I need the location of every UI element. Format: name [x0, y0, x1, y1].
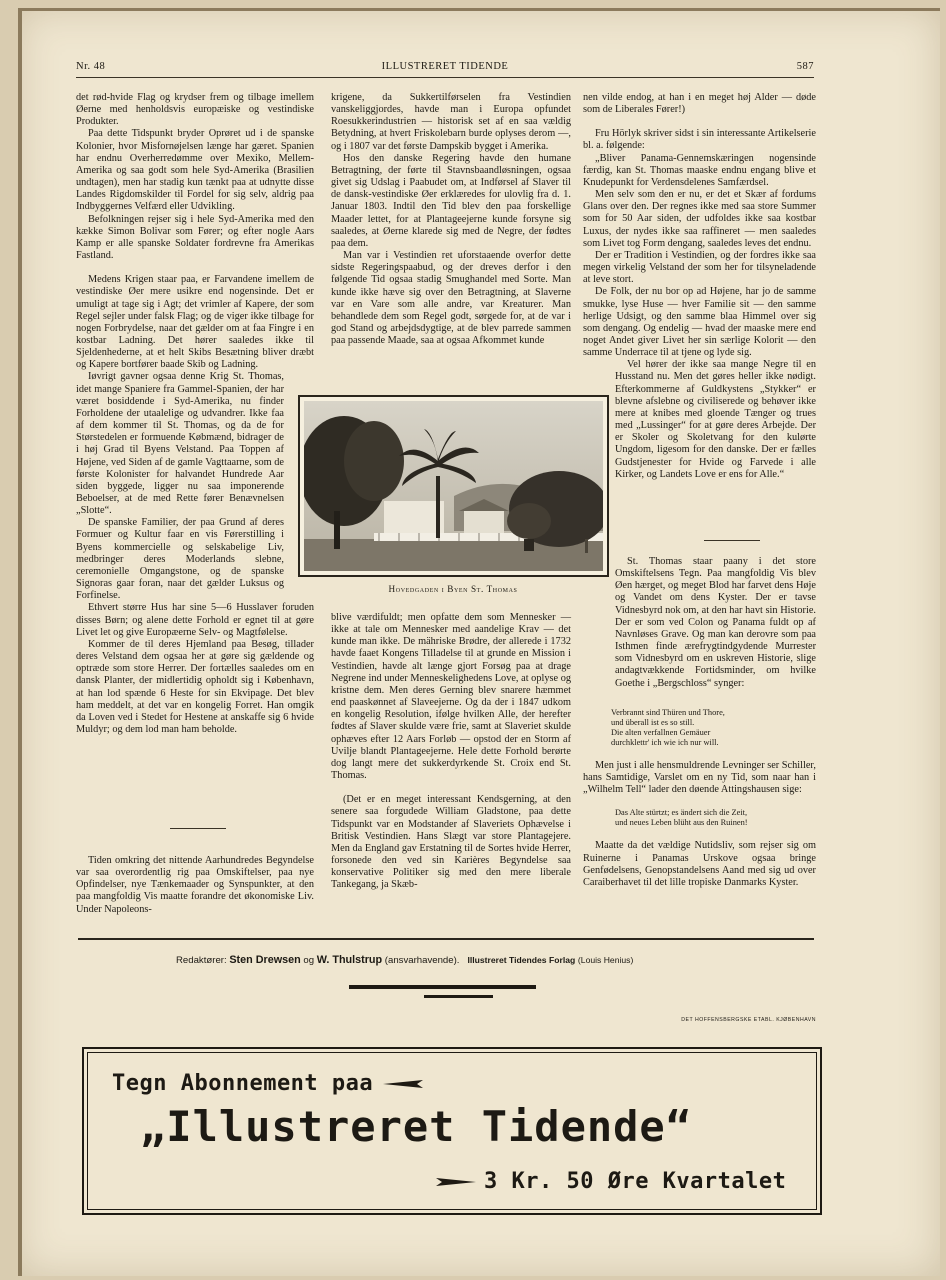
- editor-note: (ansvarhavende).: [384, 955, 460, 966]
- conjunction: og: [303, 955, 315, 966]
- editor-name: W. Thulstrup: [316, 954, 383, 966]
- paragraph: Men just i alle hensmuldrende Levninger ser Schiller, hans Samtidige, Varslet om en ny Tid, som naar han i „Wilhelm Tell“ lader den døende Attingshausen sige:: [583, 760, 816, 796]
- subscription-advert: [82, 1047, 822, 1215]
- section-divider: [704, 540, 760, 541]
- quote-line: durchklettr' ich wie ich nur will.: [611, 738, 719, 747]
- paragraph: Paa dette Tidspunkt bryder Oprøret ud i de spanske Kolonier, hvor Misfornøjelsen længe har gæret. Spanien har endnu Overherredømme over Mexiko, Mellem-Amerika og saa godt som hele Syd-Amerika (Brasilien undtagen), men har stadig kun tænkt paa at udnytte disse Landes Rigdomskilder til Fordel for sig selv, aldrig paa Indbyggernes Velfærd eller Udvikling.: [76, 128, 314, 213]
- paragraph: St. Thomas staar paany i det store Omskiftelsens Tegn. Paa mangfoldig Vis blev Øen hærget, og meget Blod har farvet dens Høje og Vandet om dens Kyster. Der er tavse Vidnesbyrd nok om, at den har havt sin Historie. Der er som ved Colon og Panama fuldt op af Navnløses Grave. Og man kan derovre som paa Isthmen finde ærefrygtindgydende Murrester som Vidnesbyrd om en uskreven Historie, slige andagtvækkende Fortidsminder, om hvilke Goethe i „Bergschloss“ synger:: [615, 556, 816, 689]
- paragraph: Tiden omkring det nittende Aarhundredes Begyndelse var saa overordentlig rig paa Omskiftelser, paa nye Opfindelser, nye Tænkemaader og Synspunkter, at den paa mangfoldig Vis maatte forandre det økonomiske Liv. Under Napoleons-: [76, 855, 314, 915]
- paragraph: „Bliver Panama-Gennemskæringen nogensinde færdig, kan St. Thomas maaske endnu engang blive et Knudepunkt for Verdensdelenes Samfærdsel.: [583, 152, 816, 188]
- publication-title: ILLUSTRERET TIDENDE: [381, 61, 509, 72]
- advert-text: Tegn Abonnement paa: [112, 1071, 374, 1096]
- paragraph: Men selv som den er nu, er det et Skær af fordums Glans over den. Der regnes ikke med saa store Summer som for 50 Aar siden, der udfoldes ikke saa kostbar Luxus, der nydes ikke saa raffineret — men saaledes som Livet tog Form dengang, saaledes leves det endnu.: [583, 189, 816, 249]
- publisher: Illustreret Tidendes Forlag: [467, 955, 576, 965]
- header-rule: [76, 77, 814, 78]
- quote-line: Die alten verfallnen Gemäuer: [611, 728, 711, 737]
- paragraph: Ethvert større Hus har sine 5—6 Husslaver foruden disses Børn; og alene dette Forhold er egnet til at gøre Livet let og give Europæerne Selv- og Magtfølelse.: [76, 602, 314, 638]
- paragraph: Vel hører der ikke saa mange Negre til en Husstand nu. Men det gøres heller ikke nødigt. Efterkommerne af Guldkystens „Stykker“ er blevne afslebne og civiliserede og behøver ikke mere at knibes med gloende Tænger og trues med „Lussinger“ for at gøre deres Arbejde. Der er Skoler og Skoletvang for den kulørte Ungdom, ligesom for den danske. Der er fælles Gudstjenester for Hvide og Farvede i alle Kirker, og Landets Love er ens for Alle.“: [615, 359, 816, 480]
- column-1: [76, 92, 314, 736]
- advert-line-3: [434, 1169, 786, 1194]
- ornamental-rule-short: [424, 995, 493, 998]
- column-3: [583, 92, 816, 481]
- paragraph: Medens Krigen staar paa, er Farvandene imellem de vestindiske Øer mere usikre end nogensinde. Det er umuligt at tage sig i Agt; det vrimler af Kapere, der som Regel sejler under falsk Flag; og de viger ikke tilbage for nogen Forbrydelse, naar det gælder om at faa Fingre i en kostbar Ladning. Det hører saaledes ikke til Sjeldenhederne, at et helt Skibs Besætning bliver dræbt og Kapere bortfører baade Skib og Ladning.: [76, 274, 314, 371]
- paragraph: det rød-hvide Flag og krydser frem og tilbage imellem Øerne med henholdsvis europæiske og vestindiske Produkter.: [76, 92, 314, 128]
- issue-number: Nr. 48: [76, 61, 106, 72]
- photo-caption: Hovedgaden i Byen St. Thomas: [388, 584, 518, 594]
- running-head: [76, 61, 814, 77]
- paragraph: Maatte da det vældige Nutidsliv, som rejser sig om Ruinerne i Panamas Urskove ogsaa bringe Genfødelsens, Genopstandelsens Aand med sig ud over Caraiberhavet til det lille tropiske Danmarks Kyster.: [583, 840, 816, 888]
- paragraph: De Folk, der nu bor op ad Højene, har jo de samme smukke, lyse Huse — hver Familie sit — den samme herlige Udsigt, og den samme blaa Himmel over sig som dengang. Og endelig — hvad der maaske mere end noget Andet giver Livet her sin særlige Kolorit — den samme Underrace til at tjene og lyde sig.: [583, 286, 816, 359]
- column-1-continued: [76, 855, 314, 916]
- paragraph: Der er Tradition i Vestindien, og der fordres ikke saa megen virkelig Velstand der som her for tilsyneladende at leve stort.: [583, 249, 816, 286]
- column-2: [331, 92, 571, 347]
- paragraph: (Det er en meget interessant Kendsgerning, at den senere saa forgudede William Gladstone, paa dette Tidspunkt var en Modstander af Slaveriets Ophævelse i Britisk Vestindien. Hans Slægt var store Plantagejere. Men da England gav Erstatning til de Sortes hvide Herrer, forsonede den ved sin Karières Begyndelse saa konservative Politiker sig med den mere liberale Tankegang, ja Skæb-: [331, 794, 571, 891]
- column-3-quotes: [583, 708, 816, 889]
- paragraph: nen vilde endog, at han i en meget høj Alder — døde som de Liberales Fører!): [583, 92, 816, 116]
- paragraph: Man var i Vestindien ret uforstaaende overfor dette sidste Regeringspaabud, og der dreves derfor i den følgende Tid ogsaa stadig Smughandel med Sorte. Man kunde ikke hæve sig over den Betragtning, at Slaverne var en Vare som alle andre, var Kreaturer. Man behandlede dem som Regel godt, sørgede for, at de var i god Stand og arbejdsdygtige, at de blev parrede sammen paa passende Maade, saa at ogsaa Afkommet kunde: [331, 250, 571, 347]
- arrow-right-icon: [383, 1079, 423, 1089]
- paragraph: Kommer de til deres Hjemland paa Besøg, tillader deres Velstand dem ogsaa her at gøre sig gældende og optræde som store Herrer. Der fortælles saaledes om en dansk Planter, der midlertidig opholdt sig i København, at han lod spænde 6 Heste for sin Ekvipage. Det blev ham meddelt, at det var en kongelig Forret. Han omgik da Loven ved i Stedet for Hestene at anskaffe sig 6 hvide Muldyr; og dem lod man ham beholde.: [76, 638, 314, 735]
- arrow-left-icon: [434, 1177, 476, 1187]
- advert-line-1: [112, 1071, 423, 1096]
- editors-label: Redaktører:: [176, 955, 227, 966]
- editors-line: [176, 954, 816, 966]
- photo-illustration: [304, 401, 603, 571]
- quote-line: Verbrannt sind Thüren und Thore,: [611, 708, 725, 717]
- street-photo: [298, 395, 609, 577]
- paragraph: Befolkningen rejser sig i hele Syd-Amerika med den kække Simon Bolivar som Fører; og efter nogle Aars Kamp er alle spanske Soldater fordrevne fra Amerikas Fastland.: [76, 213, 314, 262]
- column-2-continued: [331, 612, 571, 891]
- paragraph: blive værdifuldt; men opfatte dem som Mennesker — ikke at tale om Mennesker med aandelige Krav — det kunde man ikke. De mähriske Brødre, der allerede i 1732 havde faaet Kongens Tilladelse til at grunde en Mission i Vestindien, havde alt længe gjort Forsøg paa at drage Negrene ind under Menneskelighedens Love, at oplyse og kristne dem. Men deres Gerning blev snarere hæmmet end paaskønnet af Slaveejerne. Og da der i 1847 udkom en kongelig Resolution, ifølge hvilken Alle, der herefter fødtes af Slaver skulde være frie, samt at Slaveriet skulde ophæves efter 12 Aars Forløb — opstod der en Storm af Uvilje blandt Plantageejerne. Hele dette Forhold berørte dog langt mere det sukkerdyrkende St. Croix end St. Thomas.: [331, 612, 571, 782]
- page-edge: [18, 8, 22, 1276]
- publisher-note: (Louis Henius): [577, 955, 634, 965]
- column-3-continued: [615, 556, 816, 690]
- advert-line-2: „Illustreret Tidende“: [140, 1102, 693, 1151]
- paragraph: Hos den danske Regering havde den humane Betragtning, der førte til Stavnsbaandløsningen, ogsaa givet sig Udslag i Paabudet om, at Indførsel af Slaver til de dansk-vestindiske Øer erklæredes for ulovlig fra d. 1. Januar 1803. Indtil den Tid blev den paa forskellige Maader lettet, for at Plantageejerne kunde forsyne sig saaledes, at Øerne klarede sig med de Negre, der fødtes paa dem.: [331, 152, 571, 249]
- page-number: 587: [796, 61, 814, 72]
- paragraph: krigene, da Sukkertilførselen fra Vestindien vanskeliggjordes, havde man i Europa opfundet Roesukkerindustrien — historisk set af en saa vældig Betydning, at hvert Friskolebarn burde oplyses derom —, og i 1807 var det første Dampskib bygget i Amerika.: [331, 92, 571, 152]
- quote-line: und neues Leben blüht aus den Ruinen!: [615, 818, 748, 828]
- advert-price: 3 Kr. 50 Øre Kvartalet: [484, 1169, 787, 1194]
- section-divider: [170, 828, 226, 829]
- page-edge-top: [18, 8, 940, 11]
- editor-name: Sten Drewsen: [229, 954, 301, 966]
- paragraph: De spanske Familier, der paa Grund af deres Formuer og Kultur faar en vis Førerstilling i Byens kommercielle og selskabelige Liv, medbringer deres Moderlands slebne, ceremonielle Omgangstone, og de spanske Signoras gaar foran, naar det gælder Luksus og Forfinelse.: [76, 517, 284, 602]
- paragraph: Fru Hörlyk skriver sidst i sin interessante Artikelserie bl. a. følgende:: [583, 128, 816, 152]
- printer-imprint: DET HOFFENSBERGSKE ETABL. KJØBENHAVN: [681, 1017, 816, 1023]
- footer-rule: [78, 938, 814, 940]
- ornamental-rule: [349, 985, 536, 989]
- paragraph: Iøvrigt gavner ogsaa denne Krig St. Thomas, idet mange Spaniere fra Gammel-Spanien, der har været bosiddende i Syd-Amerika, nu finder Forholdene der utaalelige og udvandrer. Ikke faa af dem kommer til St. Thomas, og da de for Størstedelen er formuende Købmænd, bidrager de i høj Grad til Byens Velstand. Paa Toppen af Højene, ved Siden af de gamle Vagttaarne, som de første Kolonister for halvandet Hundrede Aar siden byggede, ligger nu saa imponerende Beboelser, at de med Rette fører Benævnelsen „Slotte“.: [76, 371, 284, 517]
- quote-line: und überall ist es so still.: [611, 718, 695, 727]
- quote-line: Das Alte stürtzt; es ändert sich die Zeit,: [615, 808, 748, 818]
